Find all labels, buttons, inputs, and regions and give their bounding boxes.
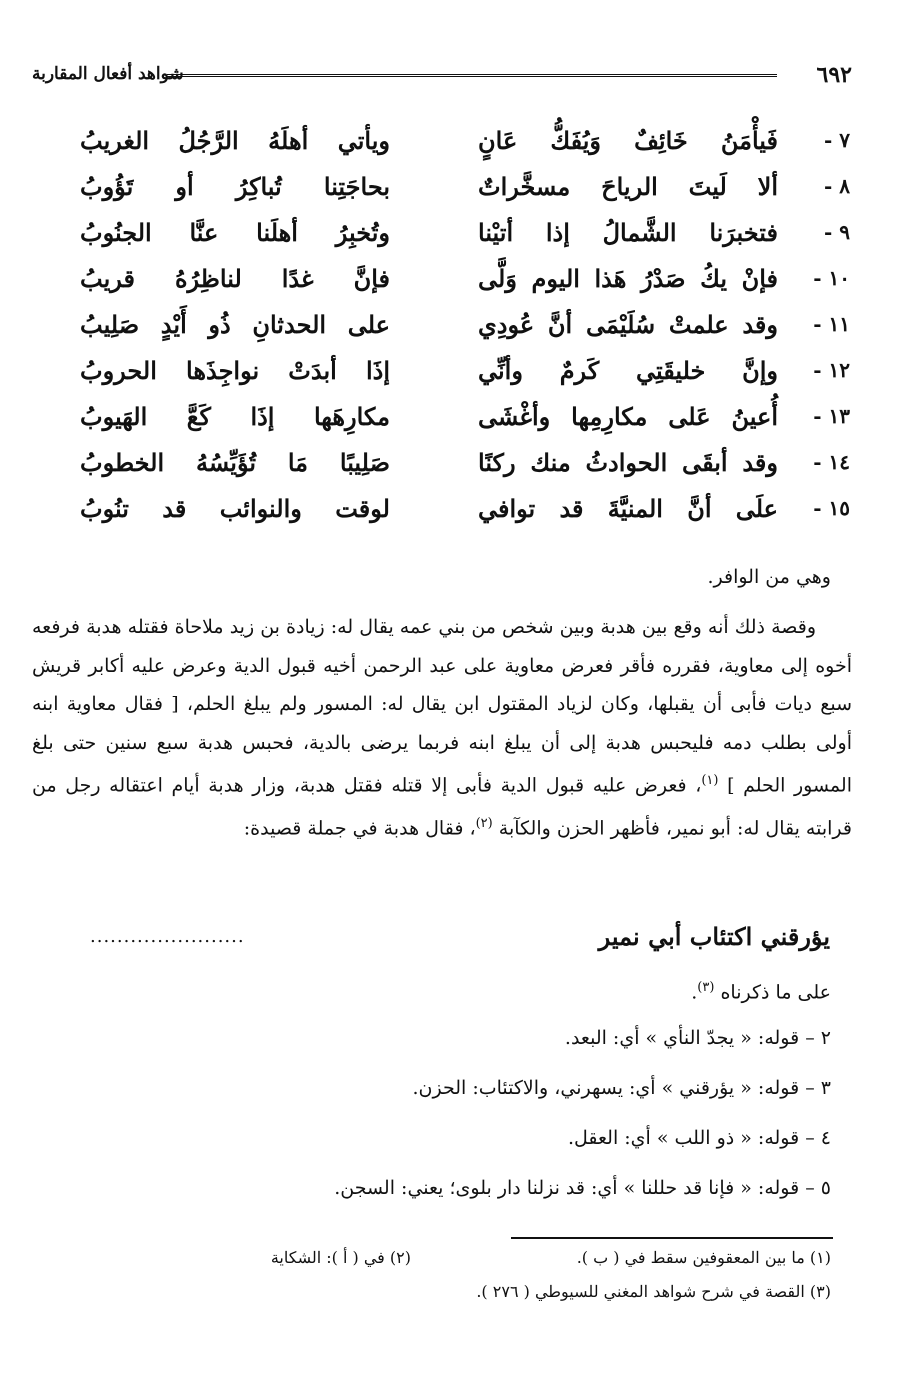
verse-number: ١٣ -: [813, 404, 850, 428]
verse-second-hemistich: على الحدثانِ ذُو أَيْدٍ صَلِيبُ: [80, 310, 390, 339]
verse-second-hemistich: وتُخبِرُ أهلَنا عنَّا الجنُوبُ: [80, 218, 390, 247]
footnote-row: [40, 1282, 831, 1316]
verse-number: ٨ -: [823, 174, 850, 198]
page-header: [32, 60, 852, 90]
verse-first-hemistich: وقد أبقَى الحوادثُ منك ركنًا: [478, 448, 778, 477]
verse-second-hemistich: إذَا أبدَتْ نواجِذَها الحروبُ: [80, 356, 390, 385]
footnote-marker-2: (٢): [475, 815, 493, 831]
after-quote-line: [71, 968, 831, 1018]
story-part-2: ، فعرض عليه قبول الدية فأبى إلا قتله فقتل هدبة، وزار هدبة أيام اعتقاله رجل من قرابته يقال له: أبو نمير، فأظهر الحزن والكآبة: [32, 774, 852, 840]
verse-line: [60, 352, 850, 398]
story-text: [32, 608, 852, 848]
verse-number: ١٢ -: [813, 358, 850, 382]
verse-first-hemistich: فَيأْمَنُ خَائِفٌ وَيُفَكُّ عَانٍ: [478, 126, 778, 155]
verse-line: [60, 490, 850, 536]
running-title: شواهد أفعال المقاربة: [32, 64, 184, 84]
explanatory-notes: [71, 968, 831, 1218]
footnote-marker-1: (١): [701, 773, 719, 788]
verse-number: ٧ -: [823, 128, 850, 152]
verse-first-hemistich: أُعينُ عَلى مكارِمِها وأغْشَى: [478, 402, 778, 431]
verse-number: ١٤ -: [813, 450, 850, 474]
story-part-1: وقصة ذلك أنه وقع بين هدبة وبين شخص من بني عمه يقال له: زيادة بن زيد ملاحاة فقتله هدبة فرفعه أخوه إلى معاوية، فقرره فأقر فعرض معاوية على عبد الرحمن أخيه قبول الدية وعرض عليه أكابر قريش سبع ديات فأبى أن يقبلها، وكان لزياد المقتول ابن يقال له: المسور ولم يبلغ الحلم، [ فقال معاوية ابنه أولى بطلب دمه فليحبس هدبة إلى أن يبلغ ابنه فربما يرضى بالدية، فحبس هدبة سبع سنين حتى بلغ المسور الحلم ]: [32, 616, 852, 797]
verse-second-hemistich: ويأتي أهلَهُ الرَّجُلُ الغريبُ: [80, 126, 390, 155]
verse-second-hemistich: بحاجَتِنا تُباكِرُ أو تَؤُوبُ: [80, 172, 390, 201]
header-rule: [167, 74, 777, 80]
story-part-3: ، فقال هدبة في جملة قصيدة:: [243, 817, 476, 840]
verse-number: ١١ -: [813, 312, 850, 336]
verse-line: [60, 168, 850, 214]
verse-number: ٩ -: [823, 220, 850, 244]
story-paragraph: [32, 608, 852, 848]
quoted-verse: [90, 922, 830, 962]
verse-first-hemistich: وإنَّ خليقَتِي كَرمٌ وأنِّي: [478, 356, 778, 385]
verse-number: ١٠ -: [813, 266, 850, 290]
poem-verses: [60, 122, 850, 536]
footnotes: [40, 1248, 831, 1316]
verse-second-hemistich: مكارِهَها إذَا كَعَّ الهَيوبُ: [80, 402, 390, 431]
note-item: ٤ – قوله: « ذو اللب » أي: العقل.: [567, 1127, 831, 1149]
note-item: ٣ – قوله: « يؤرقني » أي: يسهرني، والاكتئاب: الحزن.: [412, 1077, 831, 1099]
footnote-1: (١) ما بين المعقوفين سقط في ( ب ).: [576, 1248, 831, 1267]
footnote-2: (٢) في ( أ ): الشكاية: [270, 1248, 411, 1267]
verse-number: ١٥ -: [813, 496, 850, 520]
verse-line: [60, 214, 850, 260]
verse-line: [60, 306, 850, 352]
footnote-row: [40, 1248, 831, 1282]
verse-first-hemistich: ألا لَيتَ الرياحَ مسخَّراتٌ: [478, 172, 778, 201]
verse-second-hemistich: صَلِيبًا مَا تُؤَيِّسُهُ الخطوبُ: [80, 448, 390, 477]
after-quote-text: على ما ذكرناه: [720, 981, 831, 1004]
footnote-marker-3: (٣): [697, 980, 715, 995]
note-item: ٢ – قوله: « يجدّ النأي » أي: البعد.: [564, 1027, 831, 1049]
verse-line: [60, 260, 850, 306]
verse-line: [60, 444, 850, 490]
omitted-hemistich-dots: .......................: [90, 926, 245, 947]
verse-first-hemistich: علَى أنَّ المنيَّةَ قد توافي: [478, 494, 778, 523]
meter-line: وهي من الوافر.: [707, 566, 831, 588]
verse-second-hemistich: لوقت والنوائب قد تنُوبُ: [80, 494, 390, 523]
verse-second-hemistich: فإنَّ غدًا لناظِرُهُ قريبُ: [80, 264, 390, 293]
verse-first-hemistich: فتخبرَنا الشَّمالُ إذا أتيْنا: [478, 218, 778, 247]
verse-first-hemistich: وقد علمتْ سُلَيْمَى أنَّ عُودِي: [478, 310, 778, 339]
verse-line: [60, 122, 850, 168]
footnote-separator: [511, 1237, 833, 1239]
note-item: ٥ – قوله: « فإنا قد حللنا » أي: قد نزلنا دار بلوى؛ يعني: السجن.: [334, 1177, 831, 1199]
verse-first-hemistich: فإنْ يكُ صَدْرُ هَذا اليوم وَلَّى: [478, 264, 778, 293]
quoted-hemistich: يؤرقني اكتئاب أبي نمير: [598, 922, 830, 951]
footnote-3: (٣) القصة في شرح شواهد المغني للسيوطي ( ٢٧٦ ).: [476, 1282, 831, 1301]
verse-line: [60, 398, 850, 444]
page-number: ٦٩٢: [816, 62, 852, 88]
after-quote-end: .: [691, 981, 698, 1004]
